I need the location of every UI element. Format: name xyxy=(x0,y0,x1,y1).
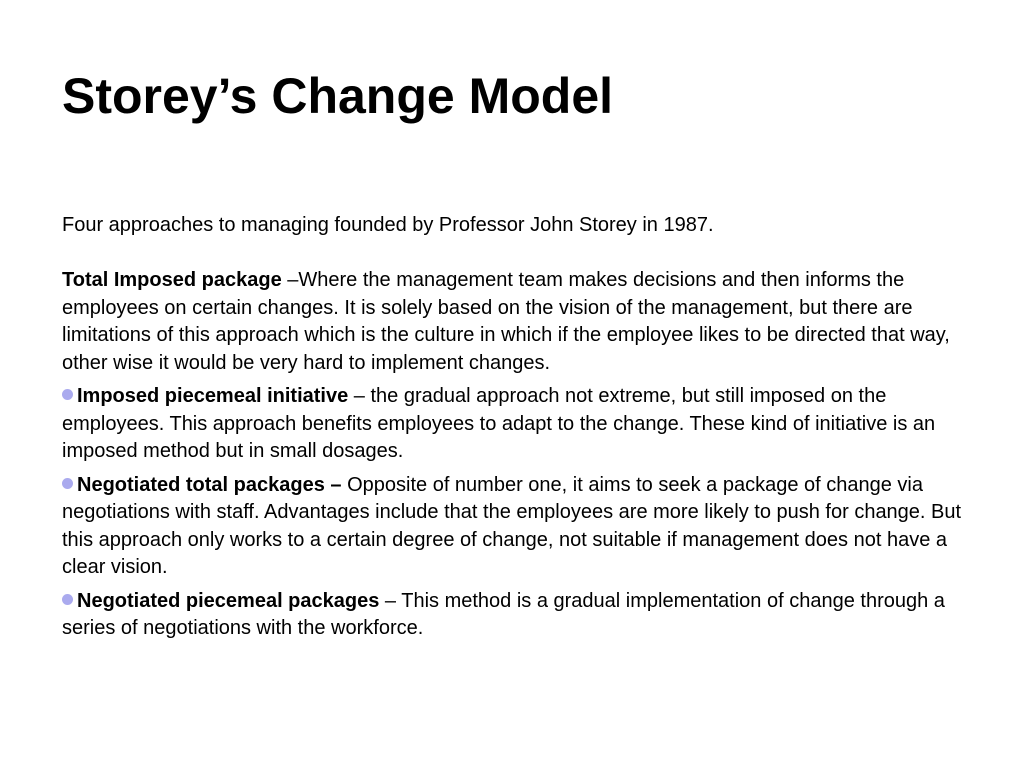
bullet-icon xyxy=(62,594,73,605)
approach-term: Negotiated total packages – xyxy=(77,473,342,496)
approach-description: – the gradual approach not extreme, but still imposed on the employees. This approach benefits employees to adapt to the change. These kind of initiative is an imposed method but in small dosages. xyxy=(62,385,936,462)
approach-term: Imposed piecemeal initiative xyxy=(77,385,349,407)
bullet-icon xyxy=(62,389,73,400)
bullet-icon xyxy=(62,478,73,489)
approach-description: Opposite of number one, it aims to seek a package of change via negotiations with staff. Advantages include that the employees are more likely to push for change. But this approach only works to a certain degree of change, not suitable if management does not have a clear vision. xyxy=(62,473,962,578)
approach-description: – This method is a gradual implementation of change through a series of negotiations with the workforce. xyxy=(62,589,945,639)
spacer xyxy=(62,240,972,268)
approach-negotiated-total xyxy=(62,472,972,582)
approach-negotiated-piecemeal xyxy=(62,588,972,643)
approach-term: Total Imposed package xyxy=(62,269,282,291)
slide-title: Storey’s Change Model xyxy=(62,68,614,124)
approach-description: –Where the management team makes decisions and then informs the employees on certain changes. It is solely based on the vision of the management, but there are limitations of this approach which is the culture in which if the employee likes to be directed that way, other wise it would be very hard to implement changes. xyxy=(62,269,950,374)
slide-body xyxy=(62,212,972,643)
approach-total-imposed xyxy=(62,267,972,377)
intro-text: Four approaches to managing founded by Professor John Storey in 1987. xyxy=(62,214,714,236)
approach-term: Negotiated piecemeal packages xyxy=(77,589,380,612)
approach-imposed-piecemeal xyxy=(62,383,972,466)
